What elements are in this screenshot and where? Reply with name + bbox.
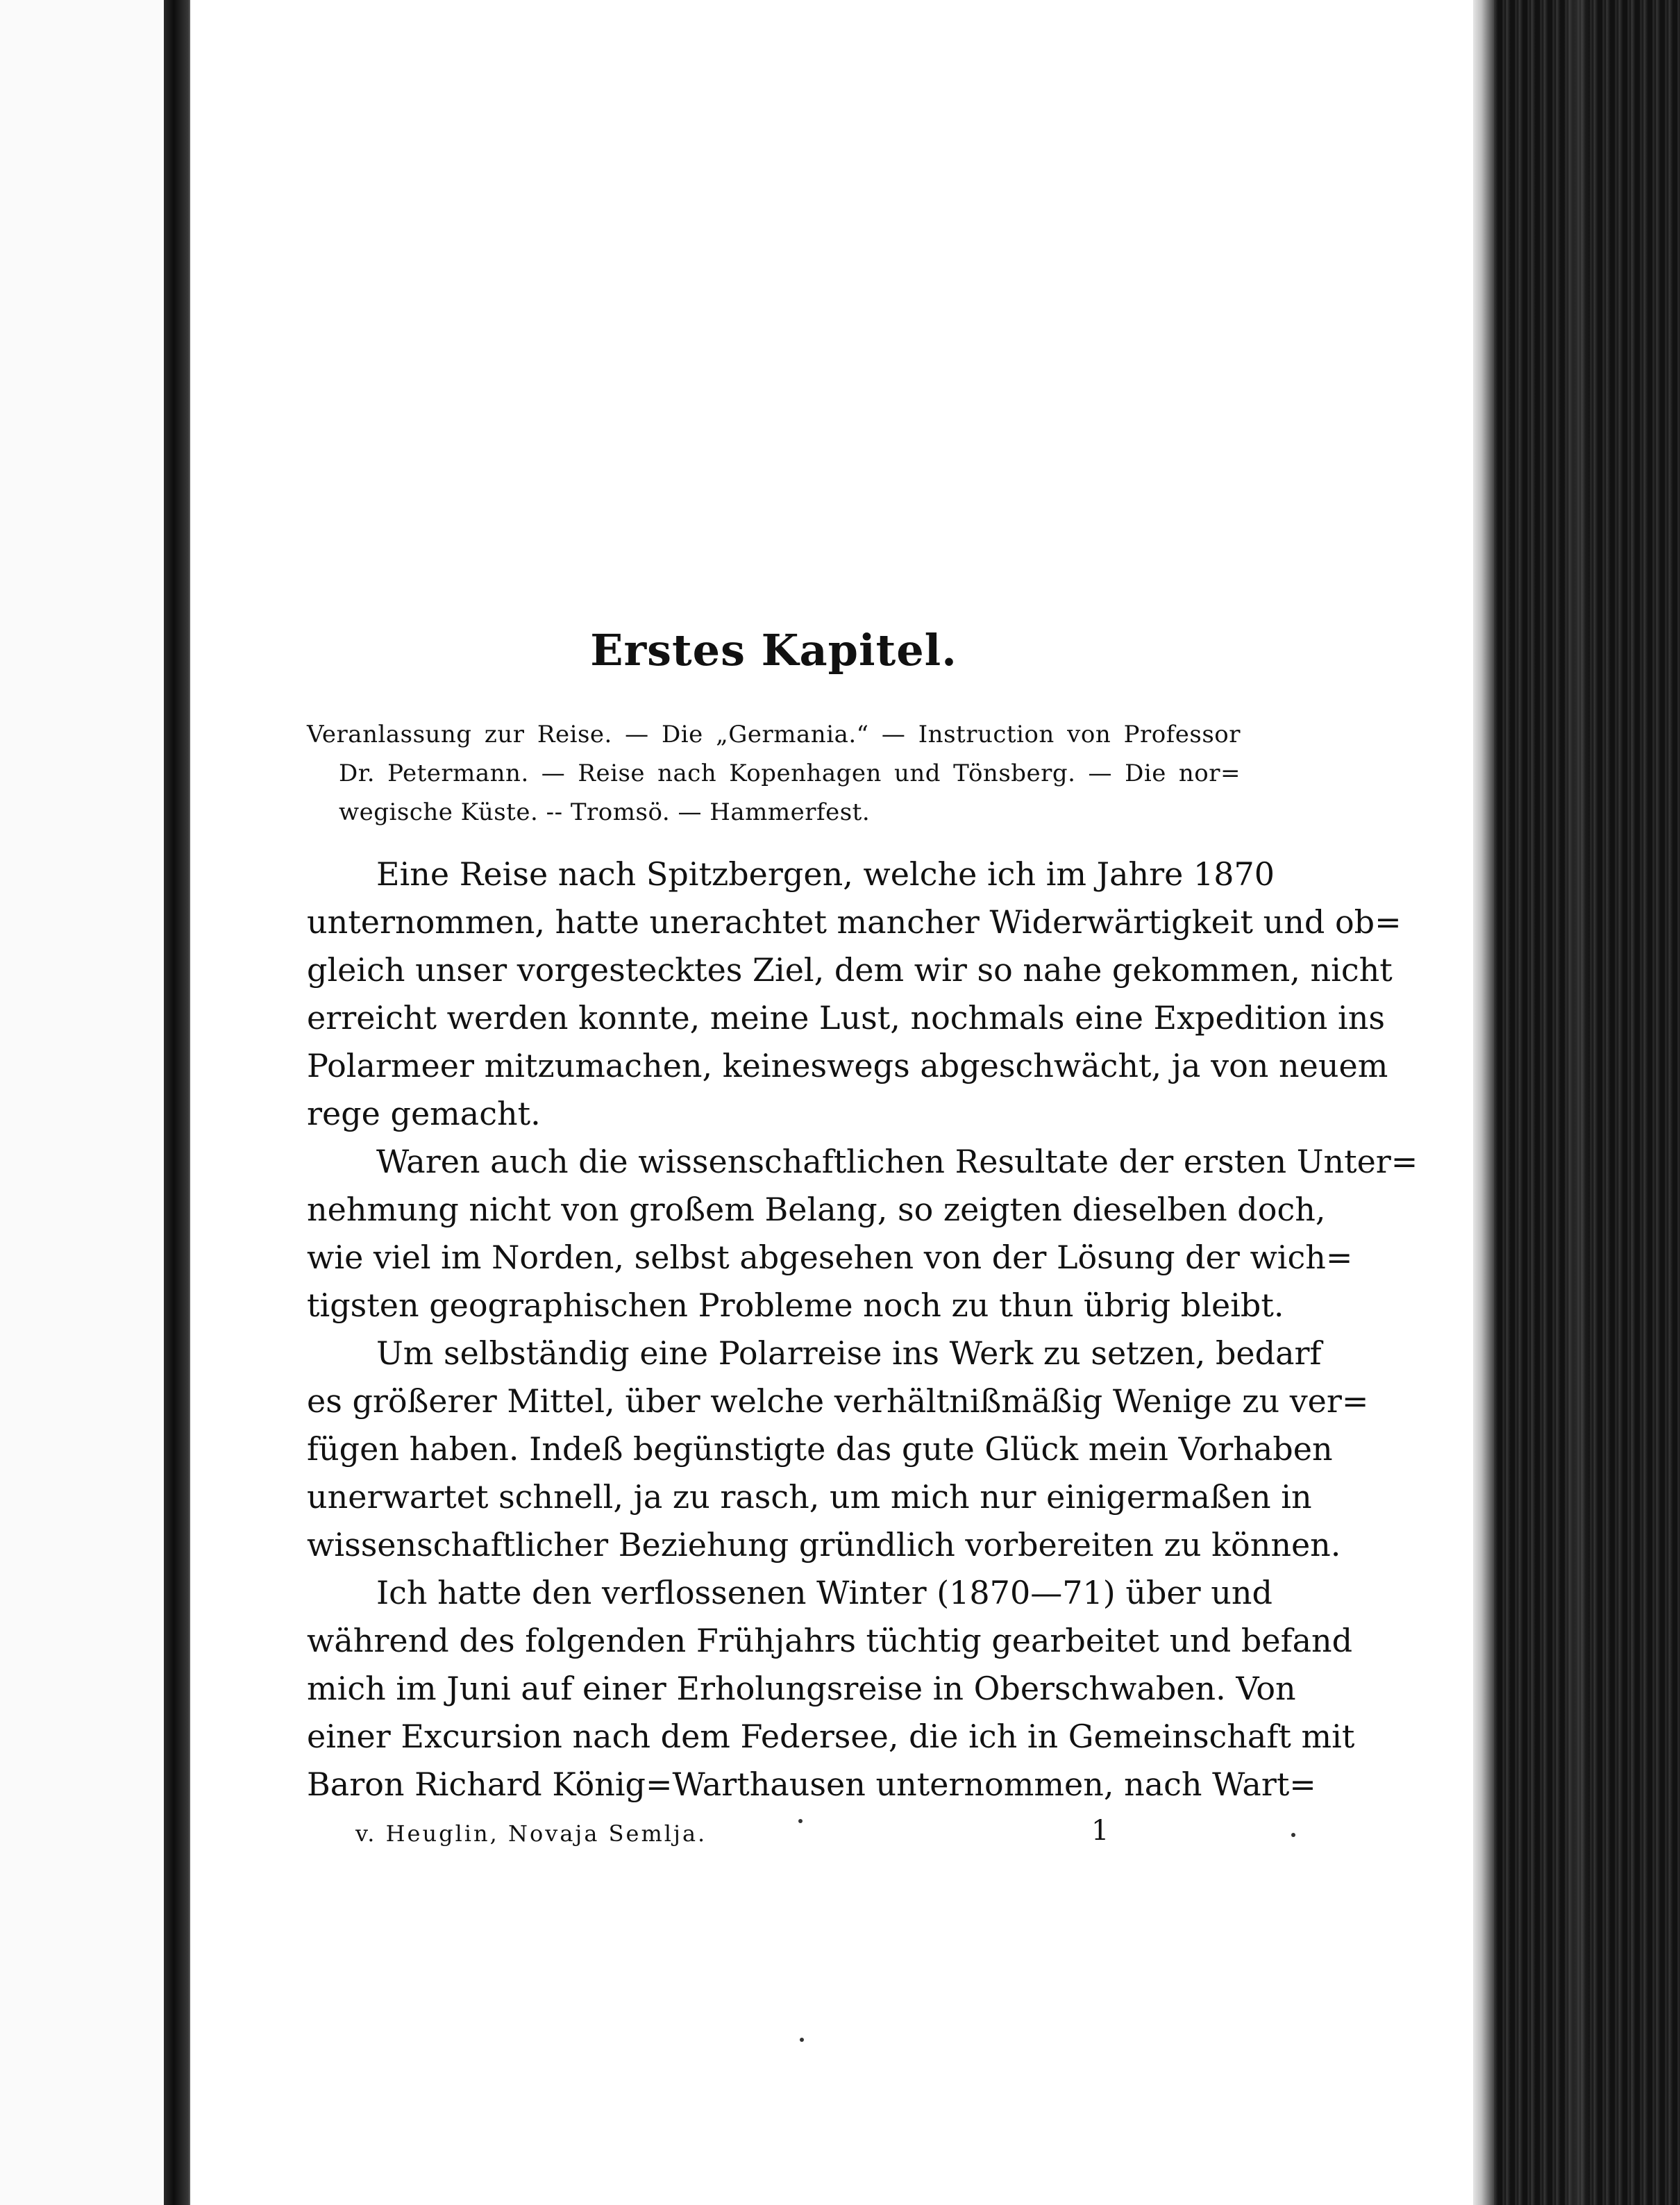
dust-speck [800,2038,804,2042]
text-line: einer Excursion nach dem Federsee, die ich in Gemeinschaft mit [307,1718,1355,1755]
dust-speck [1291,1833,1295,1837]
dust-speck [798,1819,803,1823]
text-line: unternommen, hatte unerachtet mancher Widerwärtigkeit und ob= [307,903,1402,941]
text-line: tigsten geographischen Probleme noch zu thun übrig bleibt. [307,1286,1284,1324]
text-line: fügen haben. Indeß begünstigte das gute Glück mein Vorhaben [307,1430,1333,1468]
text-line: während des folgenden Frühjahrs tüchtig gearbeitet und befand [307,1622,1353,1659]
text-line: nehmung nicht von großem Belang, so zeigten dieselben doch, [307,1191,1326,1228]
text-line: unerwartet schnell, ja zu rasch, um mich nur einigermaßen in [307,1478,1312,1516]
text-line: erreicht werden konnte, meine Lust, nochmals eine Expedition ins [307,999,1385,1037]
chapter-title: Erstes Kapitel. [590,625,957,676]
summary-line: wegische Küste. -- Tromsö. — Hammerfest. [339,798,871,826]
text-line: Waren auch die wissenschaftlichen Resultate der ersten Unter= [376,1143,1418,1180]
paragraph [307,850,1402,1138]
text-line: Um selbständig eine Polarreise ins Werk zu setzen, bedarf [376,1334,1322,1372]
footer-signature: v. Heuglin, Novaja Semlja. [355,1820,707,1847]
paragraph [307,1138,1418,1330]
text-line: rege gemacht. [307,1095,541,1132]
text-line: Ich hatte den verflossenen Winter (1870—71) über und [376,1574,1272,1611]
text-line: gleich unser vorgestecktes Ziel, dem wir so nahe gekommen, nicht [307,951,1393,989]
text-line: wie viel im Norden, selbst abgesehen von der Lösung der wich= [307,1239,1353,1276]
paragraph [307,1569,1355,1809]
book-gutter [164,0,189,2205]
page-number: 1 [1091,1815,1109,1847]
text-line: mich im Juni auf einer Erholungsreise in Oberschwaben. Von [307,1670,1296,1707]
chapter-summary [307,715,1241,832]
text-line: Baron Richard König=Warthausen unternommen, nach Wart= [307,1766,1316,1803]
text-line: Eine Reise nach Spitzbergen, welche ich im Jahre 1870 [376,855,1275,893]
text-line: wissenschaftlicher Beziehung gründlich vorbereiten zu können. [307,1526,1341,1563]
body-text [307,850,1418,1809]
text-line: Polarmeer mitzumachen, keineswegs abgeschwächt, ja von neuem [307,1047,1388,1084]
summary-line: Veranlassung zur Reise. — Die „Germania.“ — Instruction von Professor [307,721,1241,748]
book-fore-edge [1473,0,1680,2205]
summary-line: Dr. Petermann. — Reise nach Kopenhagen und Tönsberg. — Die nor= [339,760,1241,787]
text-line: es größerer Mittel, über welche verhältnißmäßig Wenige zu ver= [307,1382,1369,1420]
paragraph [307,1330,1369,1569]
left-page-edge [0,0,165,2205]
